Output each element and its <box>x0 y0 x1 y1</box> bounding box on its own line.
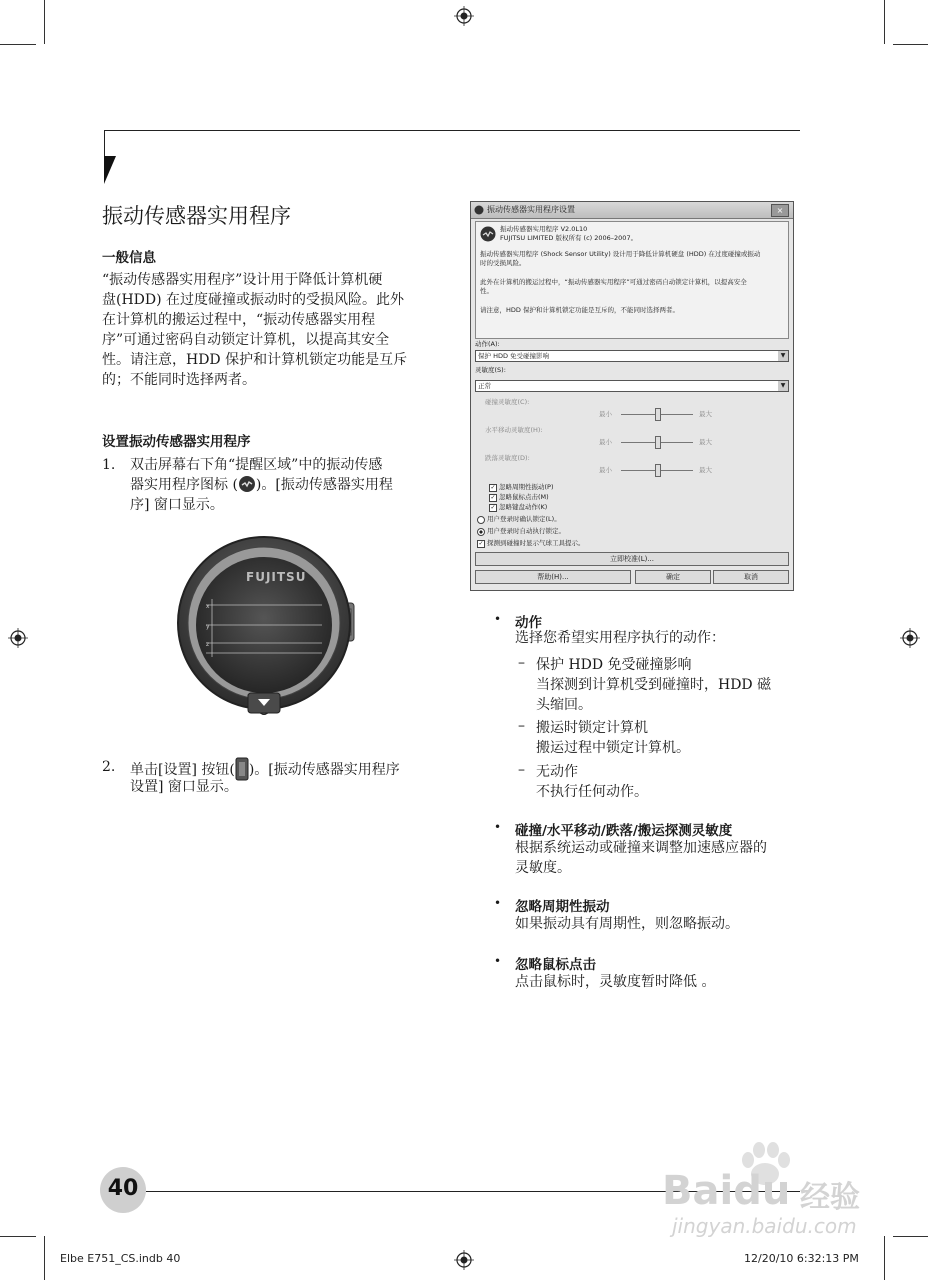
step-number: 1. <box>102 457 116 473</box>
auto-lock-radio[interactable] <box>477 528 485 536</box>
radio-label: 用户登录时确认锁定(L)。 <box>487 515 561 523</box>
shock-sensor-tray-icon <box>238 475 256 493</box>
slug-left: Elbe E751_CS.indb 40 <box>60 1252 181 1265</box>
bullet-text: 选择您希望实用程序执行的动作： <box>515 630 725 646</box>
horizontal-sensitivity-slider[interactable] <box>655 436 661 449</box>
bullet-text: 灵敏度。 <box>515 860 571 876</box>
page-number: 40 <box>107 1176 139 1201</box>
bullet-icon: • <box>494 820 502 834</box>
text-span: 单击[设置] 按钮( <box>130 762 235 778</box>
bullet-heading: 忽略周期性振动 <box>515 899 610 915</box>
ignore-periodic-checkbox[interactable]: ✓ <box>490 484 496 491</box>
dialog-titlebar <box>471 202 793 219</box>
bullet-text: 点击鼠标时，灵敏度暂时降低 。 <box>515 974 716 990</box>
slider-max-label: 最大 <box>699 438 712 446</box>
checkbox-label: 忽略鼠标点击(M) <box>499 493 549 501</box>
description-text: 性。 <box>480 287 493 295</box>
text-line: “振动传感器实用程序”设计用于降低计算机硬 <box>102 272 383 288</box>
ok-button[interactable]: 确定 <box>635 570 711 584</box>
text-span: ) <box>255 477 262 493</box>
text-line: 盘(HDD) 在过度碰撞或振动时的受损风险。此外 <box>102 292 405 308</box>
slider-max-label: 最大 <box>699 466 712 474</box>
crop-mark <box>44 1236 45 1280</box>
svg-text:z: z <box>206 641 210 648</box>
calibrate-button[interactable]: 立即校准(L)... <box>475 552 789 566</box>
bullet-icon: • <box>494 612 502 626</box>
watermark-url: jingyan.baidu.com <box>672 1214 857 1238</box>
general-paragraph <box>102 270 442 390</box>
version-text: 振动传感器实用程序 V2.0L10 <box>500 225 588 233</box>
option-title: 无动作 <box>536 764 578 780</box>
text-span: )。[振动传感器实用程序 <box>248 762 400 778</box>
general-heading: 一般信息 <box>102 250 156 266</box>
step1-line: 双击屏幕右下角“提醒区域”中的振动传感 <box>130 457 383 473</box>
bullet-heading: 动作 <box>515 615 542 631</box>
description-text: 此外在计算机的搬运过程中，“振动传感器实用程序”可通过密码自动锁定计算机，以提高安全 <box>480 278 747 286</box>
slider-label: 碰撞灵敏度(C): <box>485 398 530 406</box>
help-button[interactable]: 帮助(H)... <box>475 570 631 584</box>
chevron-down-icon: ▼ <box>778 381 788 391</box>
slider-min-label: 最小 <box>599 410 612 418</box>
drop-sensitivity-slider[interactable] <box>655 464 661 477</box>
slider-max-label: 最大 <box>699 410 712 418</box>
widget-brand-logo: FUJITSU <box>246 570 307 584</box>
bullet-heading: 忽略鼠标点击 <box>515 957 596 973</box>
text-span: 器实用程序图标 ( <box>130 477 238 493</box>
bullet-text: 根据系统运动或碰撞来调整加速感应器的 <box>515 840 767 856</box>
slug-right: 12/20/10 6:32:13 PM <box>744 1252 859 1265</box>
option-text: 当探测到计算机受到碰撞时，HDD 磁 <box>536 677 772 693</box>
text-line: 在计算机的搬运过程中，“振动传感器实用程 <box>102 312 376 328</box>
crop-mark <box>893 44 928 45</box>
sensitivity-dropdown[interactable] <box>475 380 789 392</box>
registration-mark-icon <box>454 1250 474 1270</box>
action-dropdown[interactable] <box>475 350 789 362</box>
cancel-button[interactable]: 取消 <box>713 570 789 584</box>
sensitivity-value: 正常 <box>478 382 491 390</box>
bullet-heading: 碰撞/水平移动/跌落/搬运探测灵敏度 <box>515 823 733 839</box>
ignore-keyboard-checkbox[interactable]: ✓ <box>490 504 496 511</box>
description-text: 时的受损风险。 <box>480 259 526 267</box>
dash-icon: – <box>518 655 525 671</box>
option-title: 保护 HDD 免受碰撞影响 <box>536 657 692 673</box>
option-text: 不执行任何动作。 <box>536 784 648 800</box>
radio-label: 用户登录时自动执行锁定。 <box>487 527 565 535</box>
slider-min-label: 最小 <box>599 466 612 474</box>
bullet-text: 如果振动具有周期性，则忽略振动。 <box>515 916 739 932</box>
option-title: 搬运时锁定计算机 <box>536 720 648 736</box>
slider-label: 水平移动灵敏度(H): <box>485 426 543 434</box>
header-triangle-icon <box>104 156 116 184</box>
app-icon <box>474 205 484 215</box>
crop-mark <box>44 0 45 44</box>
crop-mark <box>0 44 36 45</box>
dash-icon: – <box>518 718 525 734</box>
text-line: 的；不能同时选择两者。 <box>102 372 256 388</box>
dash-icon: – <box>518 762 525 778</box>
setup-heading: 设置振动传感器实用程序 <box>102 434 251 450</box>
info-panel <box>475 221 789 339</box>
text-line: 序”可通过密码自动锁定计算机，以提高其安全 <box>102 332 390 348</box>
copyright-text: FUJITSU LIMITED 版权所有 (c) 2006–2007。 <box>500 234 638 242</box>
checkbox-label: 忽略键盘动作(K) <box>499 503 548 511</box>
svg-text:x: x <box>206 603 210 610</box>
checkbox-label: 探测到碰撞时显示气球工具提示。 <box>487 539 585 547</box>
bullet-icon: • <box>494 896 502 910</box>
crop-mark <box>884 1236 885 1280</box>
registration-mark-icon <box>900 628 920 648</box>
action-value: 保护 HDD 免受碰撞影响 <box>478 352 550 360</box>
header-rule <box>104 130 800 131</box>
shock-sensor-widget <box>176 535 358 715</box>
checkbox-label: 忽略周期性振动(P) <box>499 483 554 491</box>
crop-mark <box>884 0 885 44</box>
app-logo-icon <box>480 226 496 242</box>
crop-mark <box>893 1236 928 1237</box>
confirm-lock-radio[interactable] <box>477 516 485 524</box>
slider-label: 跌落灵敏度(D): <box>485 454 530 462</box>
description-text: 振动传感器实用程序 (Shock Sensor Utility) 设计用于降低计算机硬盘 (HDD) 在过度碰撞或振动 <box>480 250 761 258</box>
chevron-down-icon: ▼ <box>778 351 788 361</box>
watermark-brand: Baidu <box>662 1168 791 1214</box>
watermark-brand-cn: 经验 <box>800 1180 860 1215</box>
page-title: 振动传感器实用程序 <box>102 204 291 228</box>
shock-sensitivity-slider[interactable] <box>655 408 661 421</box>
option-text: 头缩回。 <box>536 697 592 713</box>
settings-dialog <box>470 201 794 591</box>
sensitivity-label: 灵敏度(S): <box>475 366 506 374</box>
svg-text:y: y <box>206 623 210 630</box>
description-text: 请注意，HDD 保护和计算机锁定功能是互斥的，不能同时选择两者。 <box>480 306 679 314</box>
crop-mark <box>0 1236 36 1237</box>
registration-mark-icon <box>8 628 28 648</box>
slider-min-label: 最小 <box>599 438 612 446</box>
registration-mark-icon <box>454 6 474 26</box>
step2-line: 设置] 窗口显示。 <box>130 779 238 795</box>
text-line: 性。请注意，HDD 保护和计算机锁定功能是互斥 <box>102 352 408 368</box>
step1-line: 序] 窗口显示。 <box>130 497 224 513</box>
step1-line <box>130 475 393 495</box>
header-rule <box>104 130 105 158</box>
step-number: 2. <box>102 759 116 775</box>
action-label: 动作(A): <box>475 340 500 348</box>
dialog-title: 振动传感器实用程序设置 <box>487 205 575 214</box>
option-text: 搬运过程中锁定计算机。 <box>536 740 690 756</box>
text-span: 。[振动传感器实用程 <box>261 477 393 493</box>
ignore-mouse-checkbox[interactable]: ✓ <box>490 494 496 501</box>
close-icon[interactable]: × <box>771 204 789 217</box>
bullet-icon: • <box>494 954 502 968</box>
balloon-tip-checkbox[interactable]: ✓ <box>478 540 484 547</box>
